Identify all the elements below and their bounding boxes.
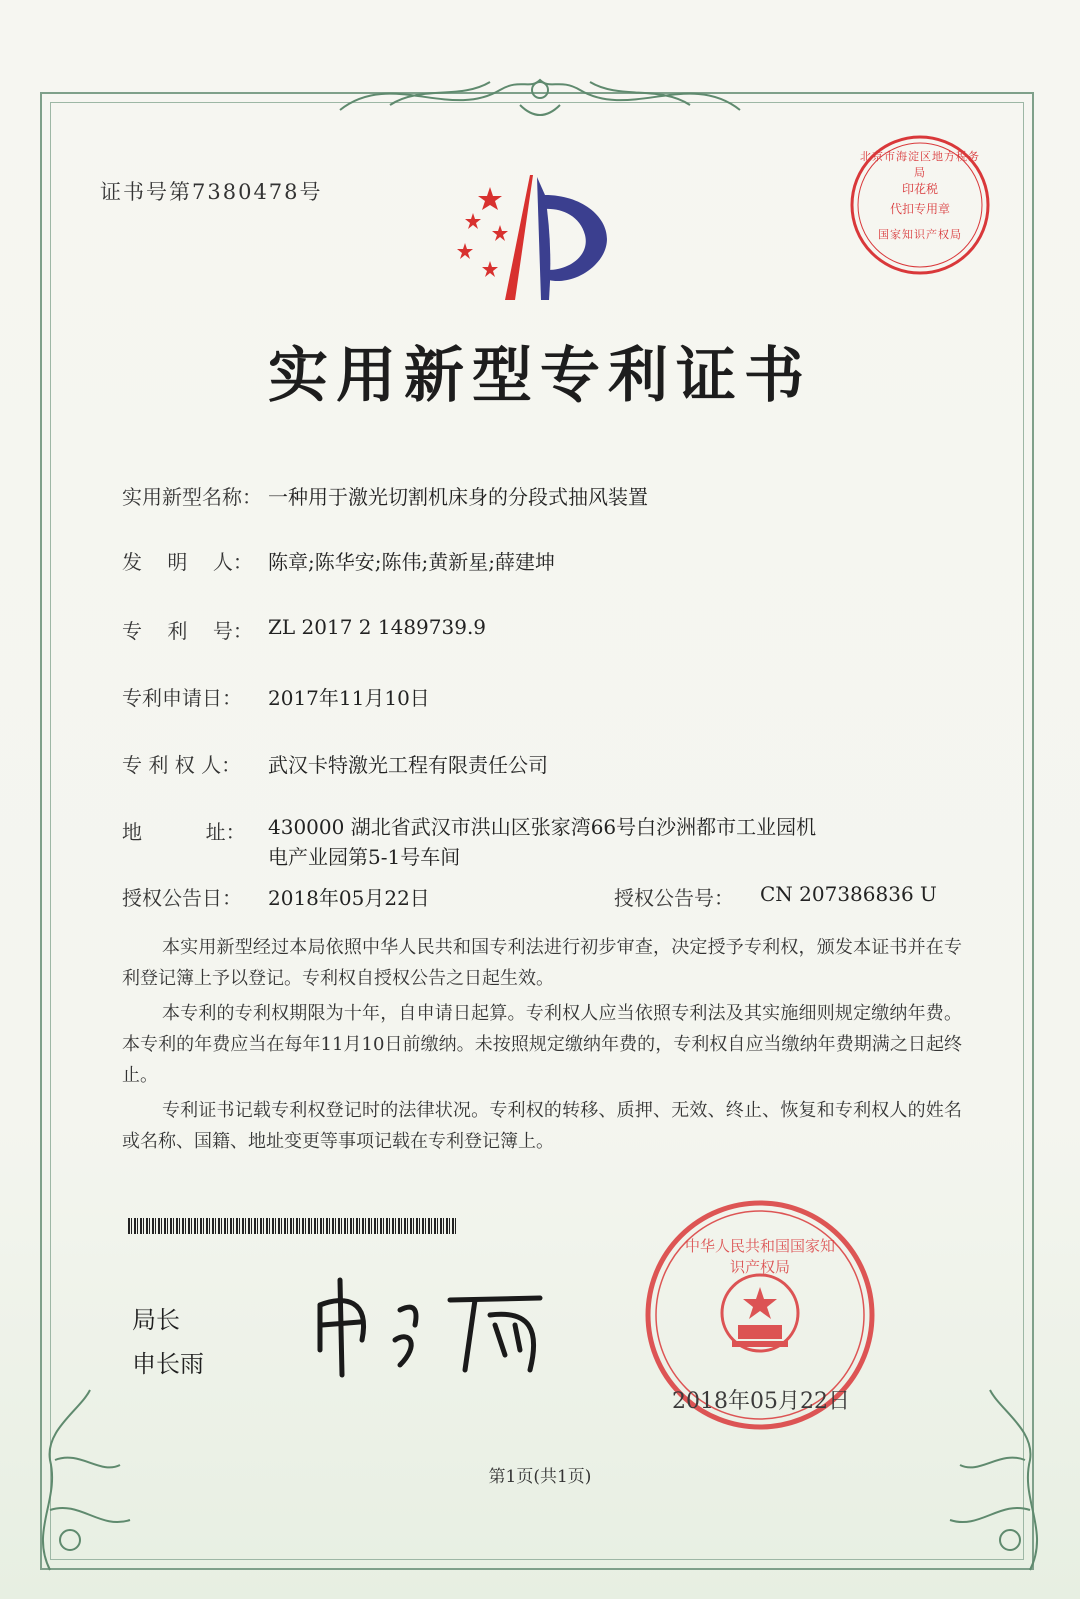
grant-number-value: CN 207386836 U (760, 882, 937, 906)
page-number: 第1页(共1页) (488, 1467, 592, 1487)
inventor-value: 陈章;陈华安;陈伟;黄新星;薛建坤 (268, 550, 555, 574)
filing-date-label: 专利申请日： (122, 686, 242, 710)
body-paragraph-1: 本实用新型经过本局依照中华人民共和国专利法进行初步审查，决定授予专利权，颁发本证书并在专利登记簿上予以登记。专利权自授权公告之日起生效。 (122, 937, 962, 989)
patentee-value: 武汉卡特激光工程有限责任公司 (268, 753, 548, 777)
patentee-label: 专 利 权 人： (122, 753, 242, 777)
body-paragraph-3: 专利证书记载专利权登记时的法律状况。专利权的转移、质押、无效、终止、恢复和专利权人的姓名或名称、国籍、地址变更等事项记载在专利登记簿上。 (122, 1100, 962, 1152)
tax-stamp-center-text-2: 代扣专用章 (889, 202, 950, 216)
body-paragraph-2: 本专利的专利权期限为十年，自申请日起算。专利权人应当依照专利法及其实施细则规定缴纳年费。本专利的年费应当在每年11月10日前缴纳。未按照规定缴纳年费的，专利权自应当缴纳年费期满之日起终止。 (122, 1003, 962, 1086)
national-ipa-seal-ring-text: 中华人民共和国国家知识产权局 (684, 1237, 835, 1276)
grant-date-label: 授权公告日： (122, 886, 242, 910)
barcode-icon (128, 1218, 458, 1234)
patent-office-logo-icon (445, 175, 615, 305)
seal-date: 2018年05月22日 (672, 1389, 850, 1414)
certificate-title: 实用新型专利证书 (268, 341, 812, 411)
director-name: 申长雨 (132, 1350, 204, 1378)
top-ornament-icon (330, 60, 750, 130)
tax-stamp-bottom-text: 国家知识产权局 (878, 228, 962, 241)
grant-date-value: 2018年05月22日 (268, 886, 430, 910)
director-title: 局长 (132, 1306, 180, 1334)
utility-name-label: 实用新型名称： (122, 485, 262, 509)
utility-name-value: 一种用于激光切割机床身的分段式抽风装置 (268, 485, 648, 509)
tax-stamp-ring-text: 北京市海淀区地方税务局 (860, 150, 980, 179)
address-label: 地 址： (122, 820, 246, 844)
patent-number-value: ZL 2017 2 1489739.9 (268, 615, 487, 639)
inventor-label: 发 明 人： (122, 550, 253, 574)
tax-stamp-center-text-1: 印花税 (901, 182, 938, 196)
filing-date-value: 2017年11月10日 (268, 686, 430, 710)
certificate-number: 证书号第7380478号 (100, 180, 323, 204)
address-value: 430000 湖北省武汉市洪山区张家湾66号白沙洲都市工业园机电产业园第5-1号车间 (268, 815, 817, 869)
grant-number-label: 授权公告号： (614, 886, 734, 910)
patent-number-label: 专 利 号： (122, 619, 253, 643)
director-signature-icon (300, 1270, 560, 1380)
